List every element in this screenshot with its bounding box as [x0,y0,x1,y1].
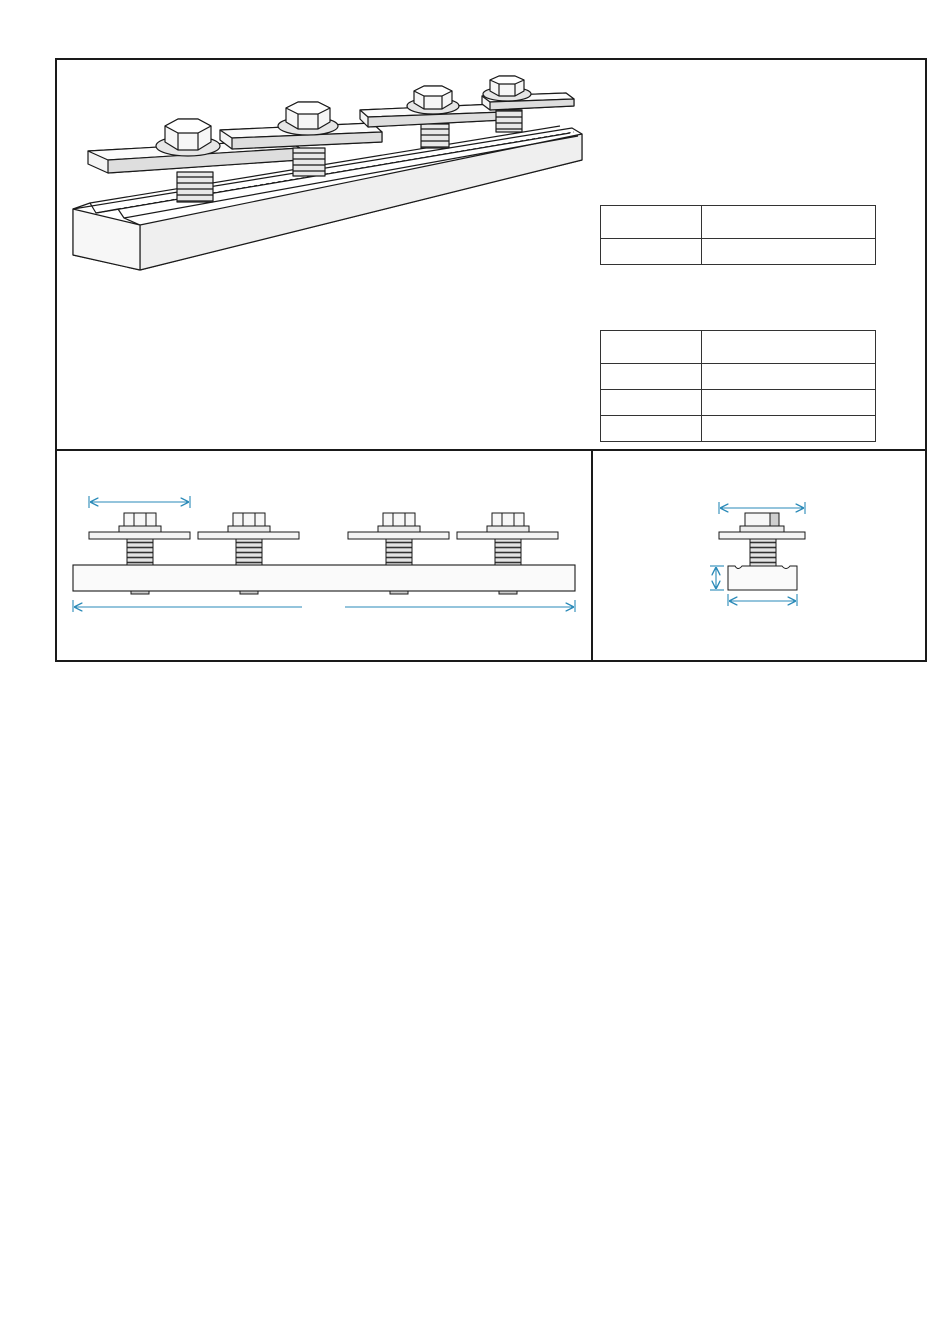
table-cell-key [601,364,702,390]
rail-side-view [73,565,575,591]
table-cell-key [601,206,702,239]
table-cell-value [702,331,876,364]
spec-table-bottom [600,330,876,442]
table-cell-value [702,239,876,265]
clamp-assembly-4 [482,76,574,132]
table-row [601,416,876,442]
table-row [601,239,876,265]
dimension-rail-width [728,594,797,606]
table-cell-key [601,331,702,364]
table-cell-key [601,390,702,416]
table-row [601,364,876,390]
dimension-rail-length [73,600,575,612]
table-row [601,206,876,239]
table-cell-value [702,206,876,239]
table-row [601,331,876,364]
table-cell-value [702,364,876,390]
end-view-drawing [592,450,927,662]
front-elevation-drawing [0,450,592,662]
table-cell-key [601,239,702,265]
dimension-clamp-width [89,496,190,508]
table-cell-value [702,416,876,442]
table-cell-value [702,390,876,416]
dimension-end-clamp-width [719,502,805,514]
spec-table-top [600,205,876,265]
table-cell-key [601,416,702,442]
clamp-end-view [719,513,805,590]
table-row [601,390,876,416]
dimension-rail-height [710,566,724,590]
